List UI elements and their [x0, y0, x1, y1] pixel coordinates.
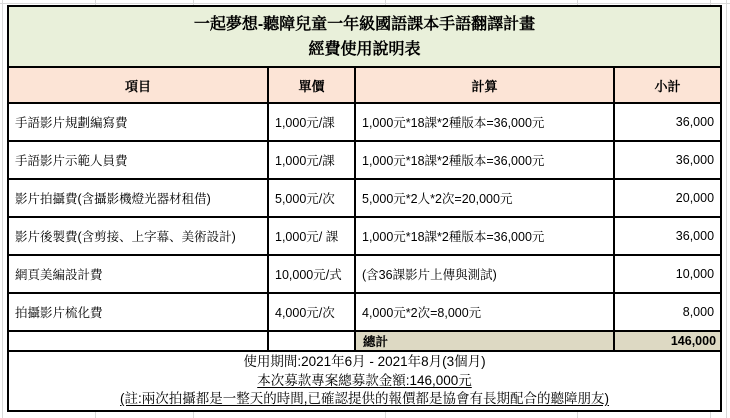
page-title-line2: 經費使用說明表 — [308, 40, 421, 58]
subtotal-cell: 36,000 — [614, 103, 721, 141]
empty-cell — [8, 331, 268, 351]
item-cell: 網頁美編設計費 — [8, 255, 268, 293]
usage-period-text: 使用期間:2021年6月 - 2021年8月(3個月) — [243, 354, 486, 369]
sheet-gridline — [0, 3, 730, 4]
item-cell: 影片後製費(含剪接、上字幕、美術設計) — [8, 217, 268, 255]
calculation-cell: 1,000元*18課*2種版本=36,000元 — [355, 141, 614, 179]
table-row — [8, 255, 721, 293]
total-row — [8, 331, 721, 351]
footer-notes-cell — [8, 351, 721, 411]
table-row — [8, 293, 721, 331]
title-row — [8, 6, 721, 67]
unit-price-cell: 1,000元/ 課 — [268, 217, 355, 255]
total-amount-cell: 146,000 — [614, 331, 721, 351]
table-row — [8, 103, 721, 141]
unit-price-cell: 1,000元/課 — [268, 141, 355, 179]
calculation-cell: (含36課影片上傳與測試) — [355, 255, 614, 293]
table-title-cell — [8, 6, 721, 67]
col-header-unit-price: 單價 — [268, 67, 355, 103]
total-fundraising-amount-text: 本次募款專案總募款金額:146,000元 — [257, 372, 472, 388]
subtotal-cell: 20,000 — [614, 179, 721, 217]
budget-sheet — [7, 5, 722, 412]
calculation-cell: 1,000元*18課*2種版本=36,000元 — [355, 217, 614, 255]
subtotal-cell: 36,000 — [614, 141, 721, 179]
subtotal-cell: 36,000 — [614, 217, 721, 255]
page-title-line1: 一起夢想-聽障兒童一年級國語課本手語翻譯計畫 — [193, 15, 536, 33]
budget-table — [7, 5, 722, 412]
column-header-row — [8, 67, 721, 103]
note-text: (註:兩次拍攝都是一整天的時間,已確認提供的報價都是協會有長期配合的聽障朋友) — [120, 391, 610, 406]
item-cell: 影片拍攝費(含攝影機燈光器材租借) — [8, 179, 268, 217]
sheet-gridline — [2, 0, 3, 418]
subtotal-cell: 10,000 — [614, 255, 721, 293]
empty-cell — [268, 331, 355, 351]
calculation-cell: 5,000元*2人*2次=20,000元 — [355, 179, 614, 217]
unit-price-cell: 1,000元/課 — [268, 103, 355, 141]
unit-price-cell: 4,000元/次 — [268, 293, 355, 331]
item-cell: 拍攝影片梳化費 — [8, 293, 268, 331]
total-label-cell: 總計 — [355, 331, 614, 351]
footer-row — [8, 351, 721, 411]
table-row — [8, 179, 721, 217]
unit-price-cell: 5,000元/次 — [268, 179, 355, 217]
col-header-calculation: 計算 — [355, 67, 614, 103]
table-row — [8, 217, 721, 255]
calculation-cell: 4,000元*2次=8,000元 — [355, 293, 614, 331]
subtotal-cell: 8,000 — [614, 293, 721, 331]
item-cell: 手語影片示範人員費 — [8, 141, 268, 179]
sheet-gridline — [726, 0, 727, 418]
unit-price-cell: 10,000元/式 — [268, 255, 355, 293]
calculation-cell: 1,000元*18課*2種版本=36,000元 — [355, 103, 614, 141]
table-row — [8, 141, 721, 179]
col-header-item: 項目 — [8, 67, 268, 103]
item-cell: 手語影片規劃編寫費 — [8, 103, 268, 141]
col-header-subtotal: 小計 — [614, 67, 721, 103]
